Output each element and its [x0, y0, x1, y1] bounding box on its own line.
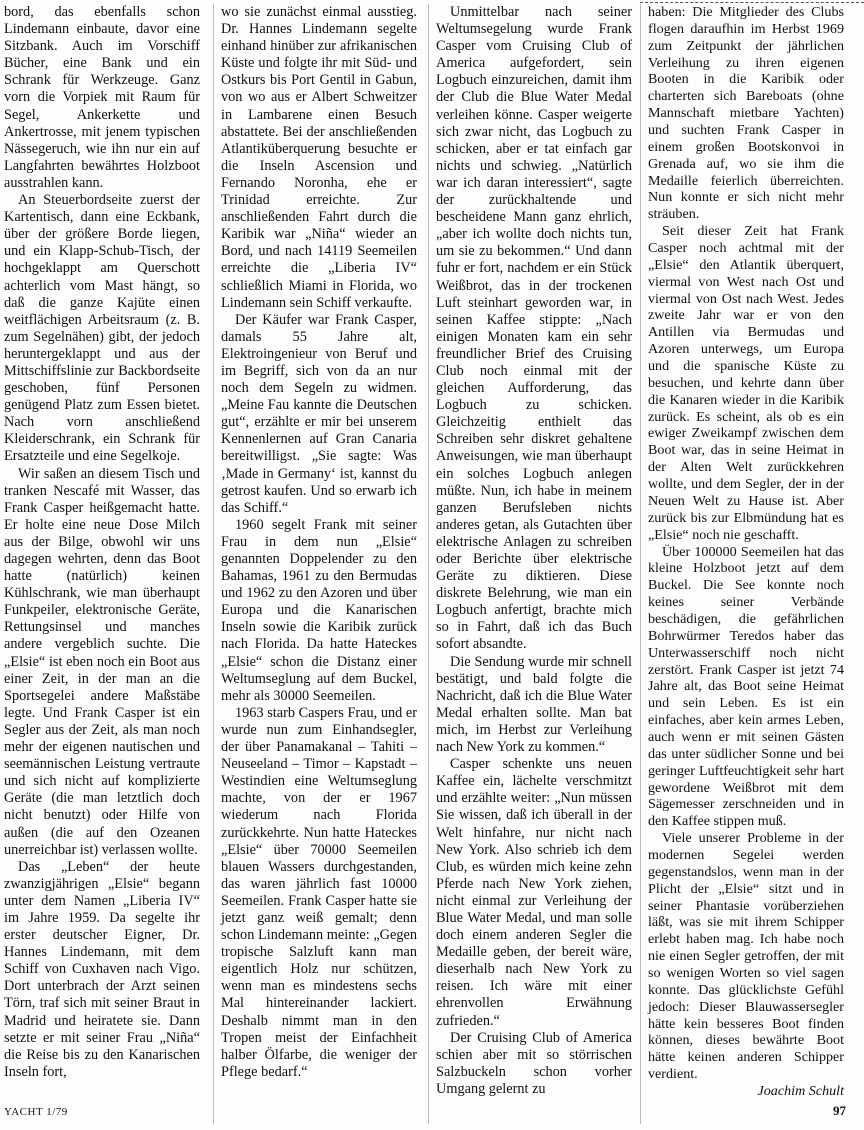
paragraph: Wir saßen an diesem Tisch und tranken Nescafé mit Wasser, das Frank Casper heißgemacht hatte. Er holte eine neue Dose Milch aus der Bilge, obwohl wir uns dagegen wehrten, denn das Boot hatte (natürlich) keinen Kühlschrank, wie man überhaupt Funkpeiler, elektronische Geräte, Rettungsinsel und manches andere vergeblich suchte. Die „Elsie“ ist eben noch ein Boot aus einer Zeit, in der man an die Sportsegelei andere Maßstäbe legte. Und Frank Casper ist ein Segler aus der Zeit, als man noch mehr der eigenen nautischen und seemännischen Leistung vertraute und sich nicht auf komplizierte Geräte (die man letztlich doch nicht benutzt) oder Hilfe von außen (die auf den Ozeanen unerreichbar ist) verlassen wollte. — [4, 465, 200, 858]
paragraph: An Steuerbordseite zuerst der Kartentisch, dann eine Eckbank, über der größere Borde liegen, und ein Klapp-Schub-Tisch, der hochgeklappt am Querschott achterlich vom Mast hängt, so daß die ganze Kajüte einen weitflächigen Arbeitsraum (z. B. zum Segelnähen) gibt, der jedoch heruntergeklappt und aus der Mittschiffslinie zur Backbordseite geschoben, fünf Personen genügend Platz zum Essen bietet. Nach vorn anschließend Kleiderschrank, ein Schrank für Ersatzteile und eine Segelkoje. — [4, 192, 200, 465]
paragraph: Die Sendung wurde mir schnell bestätigt, und bald folgte die Nachricht, daß ich die Blue Water Medal erhalten sollte. Man bat mich, im Herbst zur Verleihung nach New York zu kommen.“ — [436, 653, 632, 756]
column-divider — [640, 4, 641, 1124]
paragraph: Der Käufer war Frank Casper, damals 55 Jahre alt, Elektroingenieur von Beruf und im Begriff, sich von da an nur noch dem Segeln zu widmen. „Meine Fau kannte die Deutschen gut“, erzählte er mir bei unserem Kennenlernen auf Gran Canaria bereitwilligst. „Sie sagte: Was ‚Made in Germany‘ ist, kannst du getrost kaufen. Und so erwarb ich das Schiff.“ — [221, 311, 417, 516]
column-divider — [213, 4, 214, 1124]
paragraph: bord, das ebenfalls schon Lindemann einbaute, davor eine Sitzbank. Auch im Vorschiff Bücher, eine Bank und ein Schrank für Werkzeuge. Ganz vorn die Vorpiek mit Raum für Segel, Ankerkette und Ankertrosse, mit jenem typischen Nässegeruch, wie ihn nur ein auf Langfahrten bewährtes Holzboot ausstrahlen kann. — [4, 4, 200, 191]
paragraph: 1963 starb Caspers Frau, und er wurde nun zum Einhandsegler, der über Panamakanal – Tahiti – Neuseeland – Timor – Kapstadt – Westindien eine Weltumseglung machte, von der er 1967 wiederum nach Florida zurückkehrte. Nun hatte Hateckes „Elsie“ über 70000 Seemeilen blauen Wassers durchgestanden, das waren jährlich fast 10000 Seemeilen. Frank Casper hatte sie jetzt ganz weiß gemalt; denn schon Lindemann meinte: „Gegen tropische Salzluft kann man eigentlich Holz nur schützen, wenn man es mindestens sechs Mal hintereinander lackiert. Deshalb nimmt man in den Tropen meist der Einfachheit halber Ölfarbe, die weniger der Pflege bedarf.“ — [221, 704, 417, 1080]
paragraph: Über 100000 Seemeilen hat das kleine Holzboot jetzt auf dem Buckel. Die See konnte noch keines seiner Verbände beschädigen, die gefährlichen Bohrwürmer Teredos haber das Unterwasserschiff noch nicht zerstört. Frank Casper ist jetzt 74 Jahre alt, das Boot seine Heimat und sein Leben. Es ist ein einfaches, aber kein armes Leben, auch wenn er mit seinen Gästen das unter südlicher Sonne und bei geringer Luftfeuchtigkeit sehr hart gewordene Weißbrot mit dem Sägemesser zerschneiden und in den Kaffee stippen muß. — [648, 543, 844, 830]
author-signature: Joachim Schult — [757, 1083, 844, 1099]
paragraph: Das „Leben“ der heute zwanzigjährigen „Elsie“ begann unter dem Namen „Liberia IV“ im Jahre 1959. Da segelte ihr erster deutscher Eigner, Dr. Hannes Lindemann, mit dem Schiff von Cuxhaven nach Vigo. Dort unterbrach der Arzt seinen Törn, traf sich mit seiner Braut in Madrid und heiratete sie. Dann setzte er mit seiner Frau „Niña“ die Reise bis zu den Kanarischen Inseln fort, — [4, 858, 200, 1080]
paragraph: haben: Die Mitglieder des Clubs flogen daraufhin im Herbst 1969 zum Zeitpunkt der jährlichen Verleihung zu ihren eigenen Booten in die Karibik oder charterten sich Bareboats (ohne Mannschaft mietbare Yachten) und suchten Frank Casper in einem großen Bootskonvoi in Grenada auf, wo sie ihm die Medaille feierlich überreichten. Nun konnte er sich nicht mehr sträuben. — [648, 4, 844, 223]
text-column-2 — [221, 4, 417, 1081]
paragraph: 1960 segelt Frank mit seiner Frau in dem nun „Elsie“ genannten Doppelender zu den Bahamas, 1961 zu den Bermudas und 1962 zu den Azoren und über Europa und die Kanarischen Inseln sowie die Karibik zurück nach Florida. Da hatte Hateckes „Elsie“ schon die Distanz einer Weltumseglung auf dem Buckel, mehr als 30000 Seemeilen. — [221, 516, 417, 704]
top-rule — [640, 2, 864, 3]
text-column-3 — [436, 4, 632, 1098]
column-divider — [428, 4, 429, 1124]
publication-footer: YACHT 1/79 — [4, 1106, 68, 1118]
paragraph: wo sie zunächst einmal ausstieg. Dr. Hannes Lindemann segelte einhand hinüber zur afrikanischen Küste und folgte ihr mit Süd- und Ostkurs bis Port Gentil in Gabun, von wo aus er Albert Schweitzer in Lambarene einen Besuch abstattete. Bei der anschließenden Atlantiküberquerung besuchte er die Inseln Ascension und Fernando Noronha, ehe er Trinidad erreichte. Zur anschließenden Fahrt durch die Karibik war „Niña“ wieder an Bord, und nach 14119 Seemeilen erreichte die „Liberia IV“ schließlich Miami in Florida, wo Lindemann sein Schiff verkaufte. — [221, 4, 417, 311]
paragraph: Casper schenkte uns neuen Kaffee ein, lächelte verschmitzt und erzählte weiter: „Nun müssen Sie wissen, daß ich überall in der Welt hinfahre, nur nicht nach New York. Also schrieb ich dem Club, es würden mich keine zehn Pferde nach New York ziehen, nicht einmal zur Verleihung der Blue Water Medal, und man solle doch einem anderen Segler die Medaille geben, der bereit wäre, dieserhalb nach New York zu reisen. Ich wäre mit einer ehrenvollen Erwähnung zufrieden.“ — [436, 756, 632, 1029]
page-number: 97 — [833, 1103, 846, 1118]
paragraph: Unmittelbar nach seiner Weltumsegelung wurde Frank Casper vom Cruising Club of America aufgefordert, sein Logbuch einzureichen, damit ihm der Club die Blue Water Medal verleihen könne. Casper weigerte sich zwar nicht, das Logbuch zu schicken, aber er tat einfach gar nichts und schwieg. „Natürlich war ich daran interessiert“, sagte der zurückhaltende und bescheidene Mann ganz ehrlich, „aber ich wollte doch nichts tun, um sie zu bekommen.“ Und dann fuhr er fort, nachdem er ein Stück Weißbrot, das in der trockenen Luft steinhart geworden war, in seinen Kaffee stippte: „Nach einigen Monaten kam ein sehr freundlicher Brief des Cruising Club noch einmal mit der gleichen Aufforderung, das Logbuch zu schicken. Gleichzeitig enthielt das Schreiben sehr diskret gehaltene Anweisungen, wie man überhaupt ein solches Logbuch anlegen müßte. Nun, ich habe in meinem ganzen Berufsleben nichts anderes getan, als Gutachten über elektrische Anlagen zu schreiben oder Berichte über elektrische Geräte zu diktieren. Diese diskrete Belehrung, wie man ein Logbuch anfertigt, brachte mich so in Fahrt, daß ich das Buch sofort absandte. — [436, 4, 632, 653]
paragraph: Der Cruising Club of America schien aber mit so störrischen Salzbuckeln schon vorher Umgang gelernt zu — [436, 1029, 632, 1097]
text-column-4 — [648, 4, 844, 1100]
paragraph: Seit dieser Zeit hat Frank Casper noch achtmal mit der „Elsie“ den Atlantik überquert, viermal von West nach Ost und viermal von Ost nach West. Jedes zweite Jahr war er von den Antillen via Bermudas und Azoren unterwegs, um Europa und die spanische Küste zu besuchen, und kehrte dann über die Kanaren wieder in die Karibik zurück. Es scheint, als ob es ein ewiger Zweikampf zwischen dem Boot war, das in seine Heimat in der Alten Welt zurückkehren wollte, und dem Segler, der in der Neuen Welt zu Hause ist. Aber zurück bis zur Elbmündung hat es „Elsie“ noch nie geschafft. — [648, 223, 844, 543]
text-column-1 — [4, 4, 200, 1081]
paragraph: Viele unserer Probleme in der modernen Segelei werden gegenstandslos, wenn man in der Plicht der „Elsie“ sitzt und in seiner Phantasie vorüberziehen läßt, was sie mit ihrem Schipper erlebt haben mag. Ich habe noch nie einen Segler getroffen, der mit so wenigen Worten so viel sagen konnte. Das glücklichste Gefühl jedoch: Dieser Blauwassersegler hätte kein besseres Boot finden können, dieses bewährte Boot hätte keinen anderen Schipper verdient. — [648, 830, 844, 1083]
